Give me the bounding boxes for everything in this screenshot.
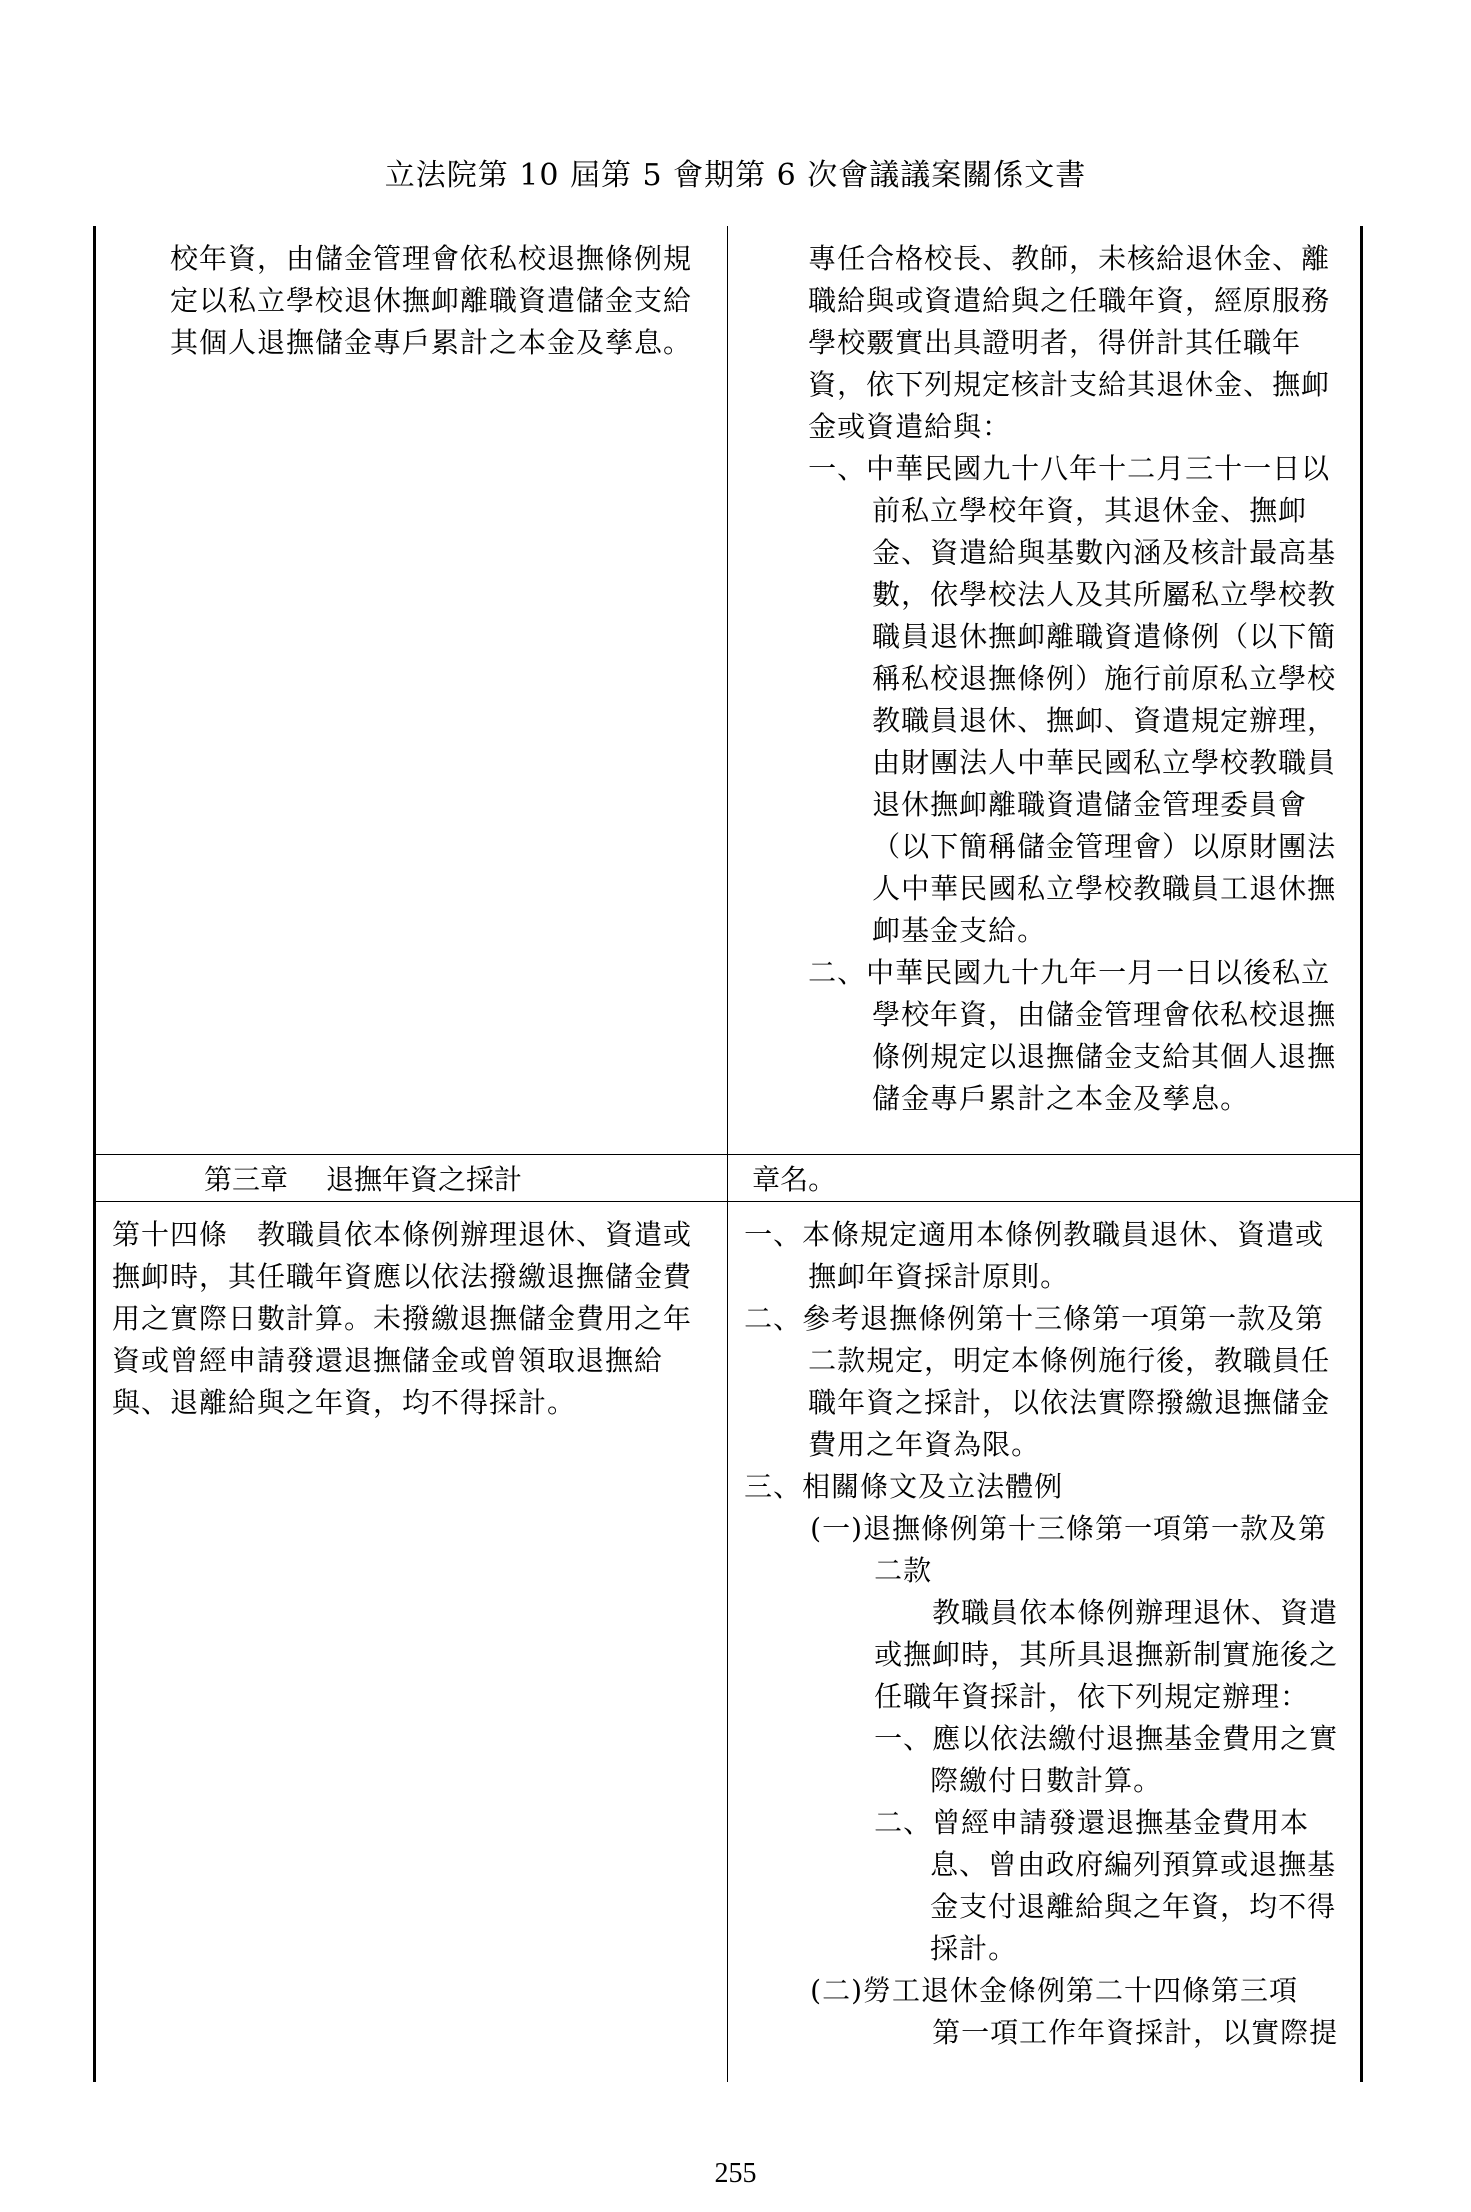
article-explanation-cell — [728, 1202, 1362, 2083]
sub-item-title: (二)勞工退休金條例第二十四條第三項 — [810, 1974, 1298, 2007]
article-14-text: 第十四條 教職員依本條例辦理退休、資遣或撫卹時，其任職年資應以依法撥繳退撫儲金費用之實際日數計算。未撥繳退撫儲金費用之年資或曾經申請發還退撫儲金或曾領取退撫給與、退離給與之年資，均不得採計。 — [112, 1218, 693, 1419]
sub-item-paragraph: 教職員依本條例辦理退休、資遣或撫卹時，其所具退撫新制實施後之任職年資採計，依下列規定辦理： — [874, 1596, 1339, 1713]
table-row — [95, 1155, 1362, 1202]
article-cell — [95, 1202, 728, 2083]
list-item: 一、本條規定適用本條例教職員退休、資遣或撫卹年資採計原則。 — [744, 1218, 1325, 1293]
sub-item-paragraph: 第一項工作年資採計，以實際提 — [932, 2016, 1339, 2049]
chapter-cell — [95, 1155, 728, 1202]
table-row — [95, 226, 1362, 1155]
chapter-note: 章名。 — [752, 1163, 837, 1196]
right-cell — [728, 226, 1362, 1155]
list-item: 二、參考退撫條例第十三條第一項第一款及第二款規定，明定本條例施行後，教職員任職年資之採計，以依法實際撥繳退撫儲金費用之年資為限。 — [744, 1302, 1331, 1461]
chapter-note-cell — [728, 1155, 1362, 1202]
comparison-table — [93, 226, 1363, 2082]
explanation-text — [728, 226, 1360, 1120]
chapter-number: 第三章 — [204, 1163, 289, 1196]
page-number: 255 — [714, 2158, 757, 2189]
page-header: 立法院第 10 屆第 5 會期第 6 次會議議案關係文書 — [384, 158, 1087, 193]
sub-sub-item: 二、曾經申請發還退撫基金費用本息、曾由政府編列預算或退撫基金支付退離給與之年資，均不得採計。 — [874, 1806, 1337, 1965]
list-item: 一、中華民國九十八年十二月三十一日以前私立學校年資，其退休金、撫卹金、資遣給與基數內涵及核計最高基數，依學校法人及其所屬私立學校教職員退休撫卹離職資遣條例（以下簡稱私校退撫條例）施行前原私立學校教職員退休、撫卹、資遣規定辦理，由財團法人中華民國私立學校教職員退休撫卹離職資遣儲金管理委員會（以下簡稱儲金管理會）以原財團法人中華民國私立學校教職員工退休撫卹基金支給。 — [808, 452, 1337, 947]
left-cell — [95, 226, 728, 1155]
chapter-title: 退撫年資之採計 — [326, 1163, 523, 1196]
list-item: 三、相關條文及立法體例 — [744, 1470, 1064, 1503]
sub-item-title: (一)退撫條例第十三條第一項第一款及第二款 — [810, 1512, 1327, 1587]
left-text: 校年資，由儲金管理會依私校退撫條例規定以私立學校退休撫卹離職資遣儲金支給其個人退撫儲金專戶累計之本金及孳息。 — [170, 242, 693, 359]
intro-paragraph: 專任合格校長、教師，未核給退休金、離職給與或資遣給與之任職年資，經原服務學校覈實出具證明者，得併計其任職年資，依下列規定核計支給其退休金、撫卹金或資遣給與： — [808, 242, 1331, 443]
sub-sub-item: 一、應以依法繳付退撫基金費用之實際繳付日數計算。 — [874, 1722, 1339, 1797]
table-row — [95, 1202, 1362, 2083]
chapter-heading — [96, 1155, 727, 1199]
explanation-text — [728, 1202, 1360, 2054]
list-item: 二、中華民國九十九年一月一日以後私立學校年資，由儲金管理會依私校退撫條例規定以退撫儲金支給其個人退撫儲金專戶累計之本金及孳息。 — [808, 956, 1337, 1115]
